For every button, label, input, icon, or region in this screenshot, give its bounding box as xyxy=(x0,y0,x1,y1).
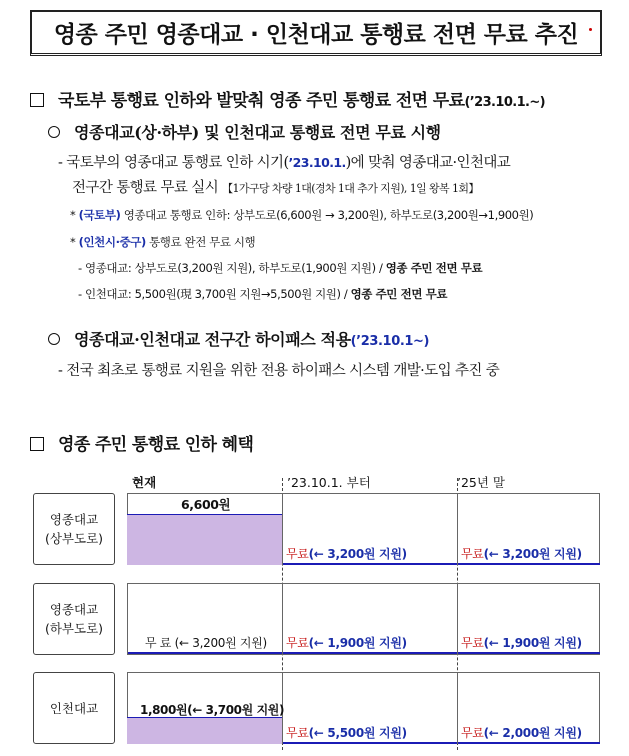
sub2-line1: - 전국 최초로 통행료 지원을 위한 전용 하이패스 시스템 개발·도입 추진 중 xyxy=(58,363,500,379)
toll-bar-current xyxy=(127,514,282,565)
current-toll: 1,800원(← 3,700원 지원) xyxy=(140,703,285,717)
star-item-1: * (국토부) 영종대교 통행료 인하: 상부도로(6,600원 → 3,200원), 하부도로(3,200원→1,900원) xyxy=(70,208,534,222)
free-support-2023: 무료(← 5,500원 지원) xyxy=(286,726,407,740)
sub1-heading: 영종대교(상·하부) 및 인천대교 통행료 전면 무료 시행 xyxy=(48,120,441,143)
circle-bullet-icon xyxy=(48,333,60,345)
zero-line xyxy=(458,563,600,565)
zero-line xyxy=(458,742,600,744)
zero-line xyxy=(283,563,457,565)
current-toll: 6,600원 xyxy=(181,497,231,512)
free-support-2023: 무료(← 1,900원 지원) xyxy=(286,636,407,650)
star-item-2: * (인천시·중구) 통행료 완전 무료 시행 xyxy=(70,235,256,249)
row-label-yeongjong-lower: 영종대교 (하부도로) xyxy=(33,583,115,655)
row-label-yeongjong-upper: 영종대교 (상부도로) xyxy=(33,493,115,565)
document-title: 영종 주민 영종대교 · 인천대교 통행료 전면 무료 추진 xyxy=(53,22,579,48)
sub1-line1: - 국토부의 영종대교 통행료 인하 시기(’23.10.1.)에 맞춰 영종대교·인천대교 xyxy=(58,155,511,171)
free-support-2025: 무료(← 3,200원 지원) xyxy=(461,547,582,561)
zero-line xyxy=(128,652,282,654)
col-header-from-2023: ’23.10.1. 부터 xyxy=(287,475,371,490)
col-header-current: 현재 xyxy=(132,475,157,490)
section1-heading: 국토부 통행료 인하와 발맞춰 영종 주민 통행료 전면 무료(’23.10.1.~) xyxy=(30,86,545,111)
row-label-incheon-bridge: 인천대교 xyxy=(33,672,115,744)
square-bullet-icon xyxy=(30,93,44,107)
section2-heading: 영종 주민 통행료 인하 혜택 xyxy=(30,430,253,455)
current-toll: 무 료 (← 3,200원 지원) xyxy=(145,636,267,650)
sub2-heading: 영종대교·인천대교 전구간 하이패스 적용(’23.10.1~) xyxy=(48,327,429,350)
circle-bullet-icon xyxy=(48,126,60,138)
free-support-2025: 무료(← 1,900원 지원) xyxy=(461,636,582,650)
zero-line xyxy=(283,742,457,744)
sub1-note: 【1가구당 차량 1대(경차 1대 추가 지원), 1일 왕복 1회】 xyxy=(222,182,479,195)
sub1-line2: 전구간 통행료 무료 실시 【1가구당 차량 1대(경차 1대 추가 지원), 1일 왕복 1회】 xyxy=(72,180,479,196)
section1-date: (’23.10.1.~) xyxy=(464,95,546,110)
free-support-2025: 무료(← 2,000원 지원) xyxy=(461,726,582,740)
decorative-dot xyxy=(589,28,592,31)
dash-item-1: - 영종대교: 상부도로(3,200원 지원), 하부도로(1,900원 지원) / 영종 주민 전면 무료 xyxy=(78,261,483,275)
zero-line xyxy=(283,652,457,654)
dash-item-2: - 인천대교: 5,500원(現 3,700원 지원→5,500원 지원) / 영종 주민 전면 무료 xyxy=(78,287,448,301)
document-title-box xyxy=(30,10,602,56)
col-header-end-2025: ’25년 말 xyxy=(457,475,506,490)
free-support-2023: 무료(← 3,200원 지원) xyxy=(286,547,407,561)
square-bullet-icon xyxy=(30,437,44,451)
zero-line xyxy=(458,652,600,654)
toll-bar-current xyxy=(127,717,282,744)
